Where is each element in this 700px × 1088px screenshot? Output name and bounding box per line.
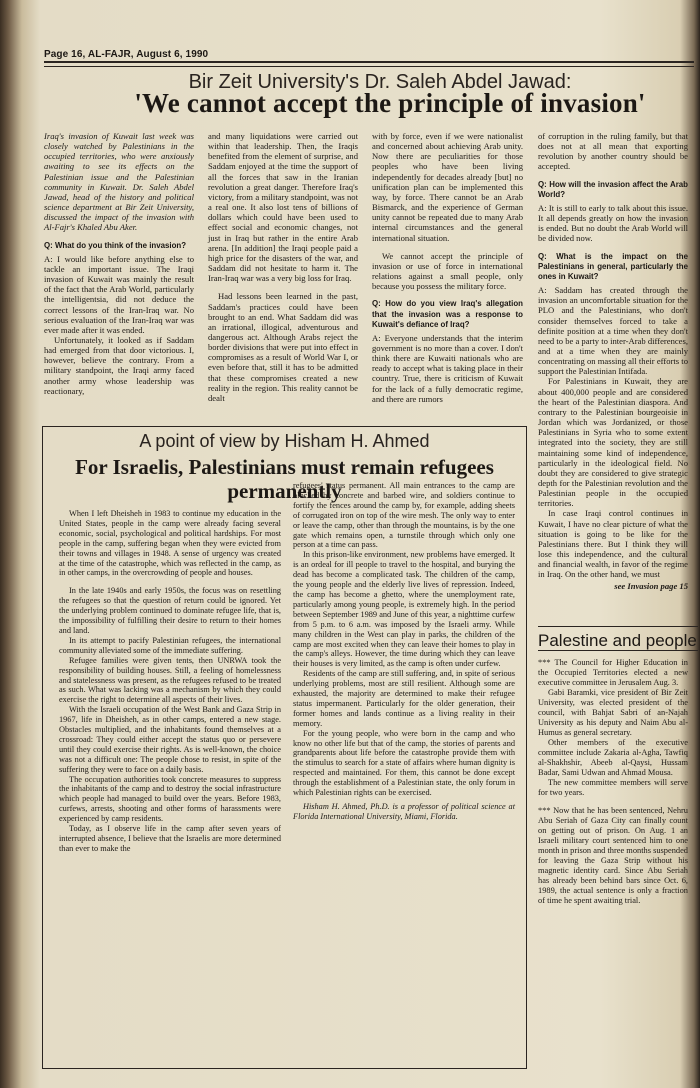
paragraph: Unfortunately, it looked as if Saddam had emerged from that door victorious. I, however, believe the contrary. From a military standpoint, the Iraqi army faced another army whose leadership was reactionary, — [44, 334, 194, 396]
paragraph: For Palestinians in Kuwait, they are about 400,000 people and are considered the heart of the Palestinian diaspora. And contrary to the Palestinian bourgeoisie in Jordan which was Jordanized, or those Palestinians in Syria who to some extent integrated into the society, they are still maintaining some kind of independence, particularly in the ideological field. No doubt they are considered to give strategic depth for the Palestinian revolution and the Palestinian people in the occupied territories. — [538, 376, 688, 509]
briefs-column — [538, 658, 688, 1068]
section-title: Palestine and people — [538, 626, 698, 651]
paragraph: of corruption in the ruling family, but that does not at all mean that exporting revolution by another country should be accepted. — [538, 131, 688, 172]
paragraph: In its attempt to pacify Palestinian refugees, the international community alleviated some of the immediate suffering. — [59, 635, 281, 655]
continued-link[interactable]: see Invasion page 15 — [614, 580, 688, 591]
answer: A: It is still to early to talk about this issue. It all depends greatly on how the invasion is ended. But no doubt the Arab World will be divided now. — [538, 202, 688, 244]
story-column-3 — [372, 131, 523, 421]
page-header: Page 16, AL-FAJR, August 6, 1990 — [44, 49, 209, 60]
brief-item: Other members of the executive committee include Zakaria al-Agha, Tawfiq al-Shakhshir, Abeeb al-Qaysi, Hussam Badar, Sami Udwan and Ahmad Mousa. — [538, 738, 688, 777]
paragraph: In this prison-like environment, new problems have emerged. It is an ordeal for ill people to travel to the hospital, and burying the dead has become a complicated task. The children of the camp, the young people and the elderly live lives of repression. Indeed, the camp has become a ghetto, where the unemployment rate, particularly among young people, is extremely high. In the period between September 1989 and June of this year, a nighttime curfew from 5 p.m. to 6 a.m. was imposed by the Israeli army. While many children in the West can play in parks, the children of the camp are most excited when they can leave their homes to play in the camp's alleys. However, the time during which they can leave their houses is very limited, as the camp is often under curfew. — [293, 550, 515, 669]
paragraph: Residents of the camp are still suffering, and, in spite of serious underlying problems, most are still resilient. Although some are exhausted, the majority are determined to make their refugee status impermanent. Particularly for the older generation, their former homes and lands continue as a living reality in their memory. — [293, 669, 515, 728]
section-rule — [538, 650, 698, 651]
answer: A: Saddam has created through the invasion an uncomfortable situation for the PLO and the Palestinians, who don't consider themselves forced to take a definite position at a time when they don't need to be a party to inter-Arab differences, and at a time when they are mainly concentrating on massing all their efforts to support the Palestinian Intifada. — [538, 285, 688, 377]
opinion-column-right — [293, 481, 515, 1061]
question: Q: How will the invasion affect the Arab World? — [538, 179, 688, 199]
opinion-column-left — [59, 509, 281, 1061]
author-byline: Hisham H. Ahmed, Ph.D. is a professor of political science at Florida International University, Miami, Florida. — [293, 802, 515, 821]
paragraph: We cannot accept the principle of invasion or use of force in international relations against a small people, only because you possess the military force. — [372, 250, 523, 292]
answer: A: I would like before anything else to tackle an important issue. The Iraqi invasion of Kuwait was mainly the result of the fact that the Arab World, particularly the intelligentsia, did not deduce the correct lessons of the Iran-Iraq war. No serious evaluation of the Iran-Iraq war was ever made after it was ended. — [44, 253, 194, 335]
story-column-4 — [538, 131, 688, 621]
paragraph: with by force, even if we were nationalist and concerned about achieving Arab unity. Now there are peculiarities for those peoples who have been living independently for decades already [but] no unification plan can be implemented this way, by force. There cannot be an Arab Bismarck, and the experience of German unity cannot be repeated due to many Arab internal circumstances and the general international situation. — [372, 131, 523, 243]
story-headline: 'We cannot accept the principle of invasion' — [134, 88, 646, 118]
paragraph: When I left Dheisheh in 1983 to continue my education in the United States, people in the camp were already facing several economic, social, psychological and political hardships. For most people in the camp, suffering began when they were evicted from their towns and villages in 1948. A sense of urgency was created at the time of the catastrophe, which was reflected in the camp, as in other camps, in the overcrowding of people and houses. — [59, 509, 281, 578]
question: Q: What is the impact on the Palestinians in general, particularly the ones in Kuwait? — [538, 251, 688, 281]
question: Q: What do you think of the invasion? — [44, 240, 187, 250]
story-column-1 — [44, 131, 194, 421]
question: Q: How do you view Iraq's allegation that the invasion was a response to Kuwait's defiance of Iraq? — [372, 299, 523, 329]
paragraph: For the young people, who were born in the camp and who know no other life but that of the camp, the stories of parents and grandparents about life before the catastrophe provide them with the stimulus to search for a state of affairs where human dignity is respected and maintained. For them, this cannot be done except through the establishment of a Palestinian state, the only forum in which Palestinian rights can be exercised. — [293, 728, 515, 798]
paragraph: The occupation authorities took concrete measures to suppress the inhabitants of the camp and to destroy the social infrastructure which people had managed to build over the years. Before 1983, curfews, arrests, shooting and other forms of harassments were experienced by camp residents. — [59, 774, 281, 824]
paragraph: Refugee families were given tents, then UNRWA took the responsibility of building houses. Still, a feeling of homelessness and statelessness was present, as the refugees refused to be treated as such. What was lacking was a mechanism by which they could exercise the right to determine all aspects of their lives. — [59, 655, 281, 705]
paragraph: In the late 1940s and early 1950s, the focus was on resettling the refugees so that the question of return could be ignored. Yet the underlying problem continued to dominate refugee life, that is, the impossibility of fulfilling their desire to return to their homes and land. — [59, 586, 281, 635]
opinion-headline: For Israelis, Palestinians must remain refugees permanently — [75, 455, 494, 503]
opinion-kicker: A point of view by Hisham H. Ahmed — [139, 431, 430, 451]
brief-item: Gabi Baramki, vice president of Bir Zeit University, was elected president of the council, with Bahjat Sabri of an-Najah University as his deputy and Naim Abu al-Humus as general secretary. — [538, 688, 688, 737]
brief-item: *** Now that he has been sentenced, Nehru Abu Seriah of Gaza City can finally count on getting out of prison. On Aug. 1 an Israeli military court sentenced him to one month in prison and three months suspended for leaving the Gaza Strip without his magnetic identity card. Since Abu Seriah has already been behind bars since Oct. 6, 1989, the actual sentence is only a fraction of time he spent awaiting trial. — [538, 806, 688, 905]
header-rule — [44, 61, 694, 63]
paragraph: With the Israeli occupation of the West Bank and Gaza Strip in 1967, life in Dheisheh, as in other camps, entered a new stage. Obstacles multiplied, and the inhabitants found themselves at a crossroad: They could either accept the status quo or persevere until they could exercise their rights. As is well-known, the choice was not a difficult one: The people chose to resist, in spite of the suffering they were to face on a daily basis. — [59, 705, 281, 774]
paragraph: Had lessons been learned in the past, Saddam's practices could have been brought to an end. What Saddam did was an irrational, illogical, adventurous and dangerous act. Although Arabs reject the border divisions that were put into effect in compromises as a result of World War I, or even before that, still it has to be admitted that these compromises created a new reality in the region. This reality cannot be dealt — [208, 291, 358, 403]
header-rule-thin — [44, 66, 694, 67]
story-lead: Iraq's invasion of Kuwait last week was closely watched by Palestinians in the occupied territories, who were anxiously awaiting to see its effects on the Palestinian issue and the Palestinian community in Kuwait. Dr. Saleh Abdel Jawad, head of the history and political science department at Bir Zeit University, discussed the impact of the invasion with Al-Fajr's Khaled Abu Aker. — [44, 131, 194, 233]
brief-item: *** The Council for Higher Education in the Occupied Territories elected a new executive committee in Jerusalem Aug. 3. — [538, 658, 688, 687]
story-kicker: Bir Zeit University's Dr. Saleh Abdel Jawad: — [188, 71, 572, 93]
opinion-box — [42, 426, 527, 1069]
story-column-2 — [208, 131, 358, 421]
paragraph: refugees' status permanent. All main entrances to the camp are blocked by concrete and barbed wire, and soldiers continue to fortify the fences around the camp by, for example, adding sheets of corrugated iron on top of the wire mesh. The only way to enter or leave the camp, other than through the mountains, is by the one gate which remains open, a turnstile through which only one person at a time can pass. — [293, 481, 515, 550]
paragraph: Today, as I observe life in the camp after seven years of interrupted absence, I believe that the Israelis are more determined than ever to make the — [59, 824, 281, 853]
answer: A: Everyone understands that the interim government is no more than a cover. I don't think there are Kuwaiti nationals who are ready to accept what is taking place in their country. True, there is criticism of Kuwait for the lack of a fully democratic regime, and there are rumors — [372, 332, 523, 404]
paragraph: and many liquidations were carried out within that leadership. Then, the Iraqis benefited from the element of surprise, and Saddam enjoyed at the time the support of all the forces that saw in the Iranian revolution a great danger. Therefore Iraq's victory, from a military standpoint, was not a real one. It also lost tens of billions of dollars which could have been used to effect social and economic changes, not just in Iraq but rather in the entire Arab arena. [In addition] the Iraqi people paid a high price for the disasters of the war, and Saddam did not hesitate to harm it. The Iran-Iraq war was a very big loss for Iraq. — [208, 131, 358, 284]
brief-item: The new committee members will serve for two years. — [538, 778, 688, 797]
paragraph: In case Iraqi control continues in Kuwait, I have no clear picture of what the situation is going to be like for the Palestinians there. But I think they will lose this independence, and the cultural and financial wealth, in favor of the regime in Iraq. On the other hand, we must — [538, 508, 688, 580]
